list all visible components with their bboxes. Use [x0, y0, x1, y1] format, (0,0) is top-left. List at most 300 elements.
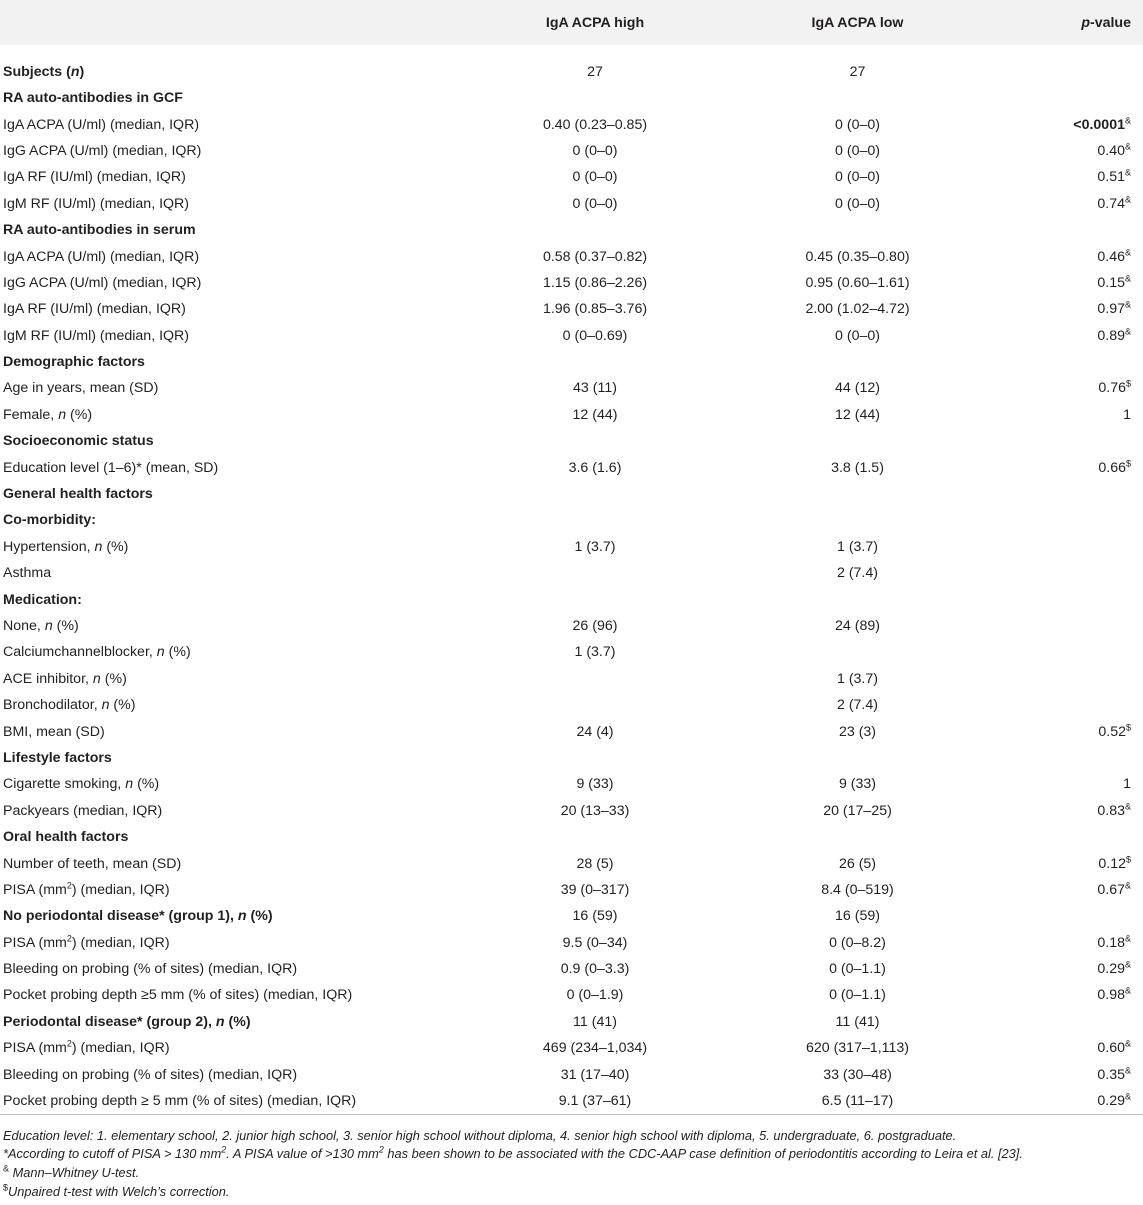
p-value-test-marker: $ [1125, 457, 1131, 468]
cell-iga-acpa-low [745, 85, 970, 111]
p-value-test-marker: & [1124, 273, 1131, 284]
table-row [0, 1009, 1143, 1035]
row-label [0, 375, 445, 401]
footnote-pisa-part-d: ]. [1015, 1146, 1023, 1162]
row-label [0, 666, 445, 692]
footnote-mw-symbol: & [3, 1163, 10, 1174]
row-label [0, 111, 445, 137]
table-row [0, 402, 1143, 428]
row-label [0, 1088, 445, 1114]
cell-iga-acpa-high [445, 824, 745, 850]
p-value-text: 0.83 [1097, 802, 1125, 819]
table-row [0, 956, 1143, 982]
cell-iga-acpa-low [745, 824, 970, 850]
label-text: Medication: [3, 591, 82, 608]
table-row [0, 454, 1143, 480]
cell-iga-acpa-low [745, 217, 970, 243]
p-value-test-marker: $ [1125, 721, 1131, 732]
label-text: PISA (mm [3, 881, 67, 898]
p-value-test-marker: & [1124, 932, 1131, 943]
cell-iga-acpa-low [745, 481, 970, 507]
p-value-text: 0.29 [1097, 961, 1125, 978]
cell-p-value [970, 138, 1143, 164]
cell-iga-acpa-low: 26 (5) [838, 855, 877, 872]
cell-iga-acpa-high [445, 745, 745, 771]
table-row [0, 85, 1143, 111]
cell-iga-acpa-high: 24 (4) [576, 723, 614, 740]
row-label [0, 1035, 445, 1061]
cell-iga-acpa-high: 1 (3.7) [574, 538, 616, 555]
cell-p-value [970, 111, 1143, 137]
label-superscript: 2 [66, 1038, 72, 1049]
section-label [0, 586, 445, 612]
cell-iga-acpa-high: 28 (5) [576, 855, 614, 872]
cell-iga-acpa-low: 3.8 (1.5) [831, 459, 884, 476]
table-row [0, 1035, 1143, 1061]
label-text-tail: (%) [224, 1013, 251, 1030]
table-row [0, 270, 1143, 296]
cell-iga-acpa-low: 0 (0–0) [835, 169, 880, 186]
section-label [0, 507, 445, 533]
table-row [0, 111, 1143, 137]
cell-iga-acpa-high: 3.6 (1.6) [568, 459, 622, 476]
table-row [0, 798, 1143, 824]
cell-iga-acpa-low: 6.5 (11–17) [745, 1088, 970, 1114]
label-text: IgM RF (IU/ml) (median, IQR) [3, 327, 190, 344]
section-label [0, 217, 445, 243]
p-value-test-marker: & [1124, 985, 1131, 996]
cell-p-value [970, 666, 1143, 692]
cell-p-value [970, 45, 1143, 85]
row-label [0, 534, 445, 560]
cell-iga-acpa-low: 0 (0–8.2) [829, 934, 886, 951]
cell-iga-acpa-high: 0 (0–0) [572, 195, 618, 212]
table-row [0, 1061, 1143, 1087]
row-label [0, 771, 445, 797]
footnote-ttest [3, 1183, 1140, 1202]
row-label [0, 639, 445, 665]
cell-p-value [970, 507, 1143, 533]
section-label [0, 903, 445, 929]
cell-iga-acpa-high: 0.9 (0–3.3) [560, 961, 630, 978]
label-text: Pocket probing depth ≥5 mm (% of sites) (median, IQR) [3, 987, 353, 1004]
table-row [0, 507, 1143, 533]
p-value-text: 0.74 [1097, 195, 1125, 212]
p-value-test-marker: & [1124, 246, 1131, 257]
label-text: Bleeding on probing (% of sites) (median, IQR) [3, 1066, 298, 1083]
cell-p-value [970, 613, 1143, 639]
footnote-mann-whitney [3, 1164, 1140, 1183]
table-row [0, 824, 1143, 850]
cell-p-value [970, 85, 1143, 111]
cell-iga-acpa-low: 1 (3.7) [836, 670, 878, 687]
label-text-tail: ) (median, IQR) [71, 881, 170, 898]
table-row [0, 771, 1143, 797]
label-text-tail: (%) [52, 618, 79, 634]
cell-iga-acpa-high: 12 (44) [572, 406, 618, 423]
p-value-test-marker: & [1124, 959, 1131, 970]
table-row [0, 45, 1143, 85]
label-text: Hypertension, [3, 538, 95, 555]
table-row [0, 692, 1143, 718]
cell-iga-acpa-high [445, 428, 745, 454]
p-value-test-marker: & [1124, 299, 1131, 310]
section-label [0, 349, 445, 375]
label-text: Co-morbidity: [3, 512, 96, 529]
p-value-text: 0.51 [1097, 169, 1125, 186]
cell-iga-acpa-low: 1 (3.7) [836, 538, 878, 555]
section-label [0, 45, 445, 85]
cell-p-value [970, 956, 1143, 982]
table-row [0, 164, 1143, 190]
cell-iga-acpa-high [445, 586, 745, 612]
p-value-test-marker: & [1124, 801, 1131, 811]
cell-iga-acpa-high [445, 217, 745, 243]
footnote-pisa-ref-link[interactable]: 23 [1001, 1146, 1016, 1162]
cell-iga-acpa-high: 27 [587, 64, 603, 80]
cell-iga-acpa-high [445, 666, 745, 692]
label-italic: n [94, 538, 103, 555]
p-value-test-marker: & [1124, 114, 1131, 125]
cell-iga-acpa-low [745, 745, 970, 771]
cell-p-value [970, 718, 1143, 744]
cell-iga-acpa-low: 12 (44) [835, 406, 880, 423]
cell-iga-acpa-high: 0 (0–0.69) [562, 327, 628, 344]
p-value-test-marker: & [1124, 880, 1131, 891]
cell-iga-acpa-low: 9 (33) [838, 776, 877, 793]
cell-p-value [970, 639, 1143, 665]
cell-iga-acpa-high [445, 349, 745, 375]
p-value-text: 0.35 [1097, 1066, 1125, 1083]
cell-iga-acpa-high: 1.96 (0.85–3.76) [542, 301, 648, 318]
row-label [0, 164, 445, 190]
table-body [0, 45, 1143, 1114]
row-label [0, 718, 445, 744]
p-value-text: 0.76 [1098, 380, 1126, 397]
p-value-text: 1 [1123, 776, 1131, 793]
table-row [0, 903, 1143, 929]
table-row [0, 1088, 1143, 1114]
p-value-text: 0.89 [1097, 327, 1125, 344]
cell-p-value [970, 586, 1143, 612]
p-value-text: 0.60 [1097, 1040, 1125, 1057]
label-text: Periodontal disease* (group 2), [3, 1013, 216, 1030]
p-value-test-marker: $ [1125, 378, 1131, 389]
cell-iga-acpa-low: 23 (3) [838, 723, 877, 740]
row-label [0, 402, 445, 428]
label-text: BMI, mean (SD) [3, 723, 105, 740]
cell-p-value [970, 534, 1143, 560]
section-label [0, 1009, 445, 1035]
table-row [0, 877, 1143, 903]
label-text: PISA (mm [3, 1040, 67, 1057]
cell-iga-acpa-high: 0 (0–1.9) [566, 987, 624, 1004]
cell-iga-acpa-low: 27 [849, 64, 866, 80]
label-italic: n [101, 697, 110, 714]
cell-iga-acpa-high [445, 481, 745, 507]
cell-p-value [970, 1035, 1143, 1061]
cell-p-value [970, 1088, 1143, 1114]
label-superscript: 2 [66, 932, 72, 943]
cell-iga-acpa-low: 20 (17–25) [823, 802, 892, 819]
cell-iga-acpa-high: 0 (0–0) [572, 169, 618, 186]
label-text: Age in years, mean (SD) [3, 380, 159, 397]
cell-p-value [970, 375, 1143, 401]
p-value-text: 0.40 [1097, 142, 1125, 159]
header-p-italic: p [1081, 14, 1090, 31]
cell-iga-acpa-low: 2 (7.4) [836, 565, 878, 582]
label-text: No periodontal disease* (group 1), [3, 908, 238, 925]
label-italic: n [215, 1013, 225, 1030]
p-value-text: 0.52 [1098, 723, 1126, 740]
cell-p-value [970, 481, 1143, 507]
label-text-tail: ) [79, 64, 85, 80]
label-text: RA auto-antibodies in serum [3, 222, 196, 239]
label-text: IgG ACPA (U/ml) (median, IQR) [3, 274, 202, 291]
p-value-test-marker: & [1124, 1091, 1131, 1102]
row-label [0, 270, 445, 296]
label-text: PISA (mm [3, 934, 67, 951]
label-text: None, [3, 618, 45, 634]
row-label [0, 296, 445, 322]
label-text: IgA RF (IU/ml) (median, IQR) [3, 301, 186, 318]
label-text: Number of teeth, mean (SD) [3, 855, 182, 872]
cell-p-value [970, 692, 1143, 718]
p-value-test-marker: $ [1125, 853, 1131, 864]
label-text: Demographic factors [3, 354, 145, 371]
cell-iga-acpa-low: 2 (7.4) [836, 697, 878, 714]
table-row [0, 296, 1143, 322]
cell-iga-acpa-low: 0 (0–0) [835, 195, 880, 212]
cell-p-value [970, 824, 1143, 850]
cell-iga-acpa-low: 16 (59) [835, 908, 880, 925]
cell-iga-acpa-low: 0.45 (0.35–0.80) [805, 248, 910, 265]
p-value-test-marker: & [1124, 1064, 1131, 1075]
table-row [0, 375, 1143, 401]
cell-iga-acpa-low [745, 586, 970, 612]
cell-iga-acpa-low: 24 (89) [835, 618, 880, 634]
table-row [0, 982, 1143, 1008]
label-text: Oral health factors [3, 829, 129, 846]
table-row [0, 639, 1143, 665]
cell-iga-acpa-high: 26 (96) [572, 618, 618, 634]
cell-iga-acpa-high [445, 507, 745, 533]
table-row [0, 217, 1143, 243]
table-row [0, 745, 1143, 771]
cell-iga-acpa-low [745, 349, 970, 375]
label-text: IgA ACPA (U/ml) (median, IQR) [3, 116, 200, 133]
label-text: IgA RF (IU/ml) (median, IQR) [3, 169, 186, 186]
cell-p-value [970, 191, 1143, 217]
p-value-text: 1 [1123, 406, 1131, 423]
row-label [0, 243, 445, 269]
label-text-tail: ) (median, IQR) [71, 934, 170, 951]
p-value-test-marker: & [1124, 141, 1131, 152]
cell-iga-acpa-low: 0 (0–1.1) [829, 987, 886, 1004]
row-label [0, 956, 445, 982]
label-text: IgM RF (IU/ml) (median, IQR) [3, 195, 190, 212]
cell-p-value [970, 402, 1143, 428]
cell-iga-acpa-high [445, 692, 745, 718]
row-label [0, 982, 445, 1008]
header-variable [0, 0, 445, 45]
cell-iga-acpa-high: 31 (17–40) [560, 1066, 630, 1083]
label-text-tail: (%) [109, 697, 136, 714]
label-italic: n [92, 670, 101, 687]
cell-iga-acpa-low: 0.95 (0.60–1.61) [805, 274, 910, 291]
row-label [0, 850, 445, 876]
cell-p-value [970, 798, 1143, 824]
cell-iga-acpa-high: 0 (0–0) [572, 142, 618, 159]
table-row [0, 191, 1143, 217]
label-italic: n [156, 644, 165, 661]
row-label [0, 323, 445, 349]
p-value-text: 0.66 [1098, 459, 1126, 476]
label-text-tail: ) (median, IQR) [71, 1040, 170, 1057]
cell-iga-acpa-low: 33 (30–48) [823, 1066, 892, 1083]
cell-iga-acpa-high: 20 (13–33) [560, 802, 630, 819]
cell-p-value [970, 428, 1143, 454]
cell-iga-acpa-low: 8.4 (0–519) [821, 881, 894, 898]
table-row [0, 243, 1143, 269]
label-text-tail: (%) [66, 406, 93, 423]
footnote-education: Education level: 1. elementary school, 2. junior high school, 3. senior high school without diploma, 4. senior high school with diploma, 5. undergraduate, 6. postgraduate. [3, 1127, 957, 1143]
label-text-tail: (%) [164, 644, 191, 661]
footnote-mw-text: Mann–Whitney U-test. [9, 1164, 140, 1180]
label-text: ACE inhibitor, [3, 670, 93, 687]
cell-iga-acpa-low [745, 428, 970, 454]
cell-p-value [970, 270, 1143, 296]
cell-iga-acpa-low: 11 (41) [835, 1013, 880, 1030]
cell-p-value [970, 877, 1143, 903]
cell-iga-acpa-low [745, 639, 970, 665]
cell-iga-acpa-high: 11 (41) [573, 1013, 617, 1030]
table-row [0, 718, 1143, 744]
table-row [0, 613, 1143, 639]
header-iga-acpa-high: IgA ACPA high [545, 14, 645, 31]
label-italic: n [70, 64, 80, 80]
cell-p-value [970, 323, 1143, 349]
label-text-tail: (%) [246, 908, 273, 925]
label-text: General health factors [3, 486, 153, 503]
table-row [0, 850, 1143, 876]
cell-p-value [970, 745, 1143, 771]
cell-p-value [970, 454, 1143, 480]
cell-iga-acpa-high: 1 (3.7) [574, 644, 616, 661]
section-label [0, 428, 445, 454]
table-row [0, 666, 1143, 692]
cell-iga-acpa-low: 0 (0–0) [835, 142, 880, 159]
label-text: Lifestyle factors [3, 749, 112, 766]
footnote-ttest-text: Unpaired t-test with Welch’s correction. [8, 1183, 230, 1199]
label-text-tail: (%) [102, 538, 129, 555]
cell-p-value [970, 982, 1143, 1008]
cell-iga-acpa-high: 0.58 (0.37–0.82) [542, 248, 648, 265]
table-header-row [0, 0, 1143, 45]
label-superscript: 2 [66, 880, 72, 891]
header-p-value [970, 0, 1143, 45]
cell-p-value [970, 903, 1143, 929]
cell-iga-acpa-low: 44 (12) [835, 380, 880, 397]
label-text-tail: (%) [100, 670, 127, 687]
table-row [0, 560, 1143, 586]
cell-iga-acpa-high: 9.1 (37–61) [445, 1088, 745, 1114]
cell-iga-acpa-low: 2.00 (1.02–4.72) [805, 301, 910, 318]
p-value-text: 0.15 [1097, 274, 1125, 291]
p-value-text: 0.98 [1097, 987, 1125, 1004]
cell-p-value [970, 930, 1143, 956]
row-label [0, 692, 445, 718]
footnote-pisa [3, 1145, 1140, 1164]
label-text: Education level (1–6)* (mean, SD) [3, 459, 219, 476]
cell-iga-acpa-low: 0 (0–1.1) [829, 961, 886, 978]
cell-iga-acpa-high: 0.40 (0.23–0.85) [542, 116, 648, 133]
table-row [0, 428, 1143, 454]
label-text: IgA ACPA (U/ml) (median, IQR) [3, 248, 200, 265]
cell-p-value [970, 560, 1143, 586]
cell-iga-acpa-low [745, 507, 970, 533]
header-iga-acpa-low: IgA ACPA low [811, 14, 904, 31]
label-text: Socioeconomic status [3, 433, 154, 450]
footnote-pisa-sq-2: 2 [378, 1145, 384, 1156]
row-label [0, 613, 445, 639]
row-label [0, 1061, 445, 1087]
p-value-text: 0.67 [1097, 881, 1125, 898]
row-label [0, 191, 445, 217]
cell-p-value [970, 850, 1143, 876]
label-italic: n [44, 618, 53, 634]
section-label [0, 745, 445, 771]
label-italic: n [125, 776, 134, 793]
cell-iga-acpa-high [445, 560, 745, 586]
cell-iga-acpa-low: 0 (0–0) [835, 327, 880, 344]
cell-iga-acpa-high: 469 (234–1,034) [542, 1040, 648, 1057]
p-value-text: <0.0001 [1073, 116, 1125, 133]
row-label [0, 560, 445, 586]
p-value-test-marker: & [1124, 325, 1131, 336]
footnote-pisa-part-c: has been shown to be associated with the CDC-AAP case definition of periodontitis according to Leira et al. [ [383, 1146, 1002, 1162]
table-row [0, 586, 1143, 612]
label-text: IgG ACPA (U/ml) (median, IQR) [3, 142, 202, 159]
table-row [0, 930, 1143, 956]
section-label [0, 824, 445, 850]
p-value-text: 0.97 [1097, 301, 1125, 318]
label-text: Bleeding on probing (% of sites) (median, IQR) [3, 961, 298, 978]
section-label [0, 85, 445, 111]
cell-iga-acpa-high: 9.5 (0–34) [562, 934, 628, 951]
section-label [0, 481, 445, 507]
footnote-pisa-sq-1: 2 [221, 1145, 227, 1156]
label-text: Pocket probing depth ≥ 5 mm (% of sites) (median, IQR) [3, 1092, 357, 1109]
label-text: Cigarette smoking, [3, 776, 126, 793]
cell-p-value [970, 296, 1143, 322]
cell-iga-acpa-high: 9 (33) [576, 776, 614, 793]
table-footnotes [0, 1115, 1143, 1201]
label-text: Female, [3, 406, 59, 423]
cell-p-value [970, 1009, 1143, 1035]
row-label [0, 138, 445, 164]
cell-p-value [970, 1061, 1143, 1087]
cell-iga-acpa-high: 1.15 (0.86–2.26) [542, 274, 648, 291]
label-italic: n [237, 908, 247, 925]
cell-p-value [970, 164, 1143, 190]
cell-iga-acpa-high: 16 (59) [572, 908, 618, 925]
table-row [0, 323, 1143, 349]
row-label [0, 798, 445, 824]
row-label [0, 930, 445, 956]
label-text: Asthma [3, 565, 52, 582]
cell-iga-acpa-high [445, 85, 745, 111]
